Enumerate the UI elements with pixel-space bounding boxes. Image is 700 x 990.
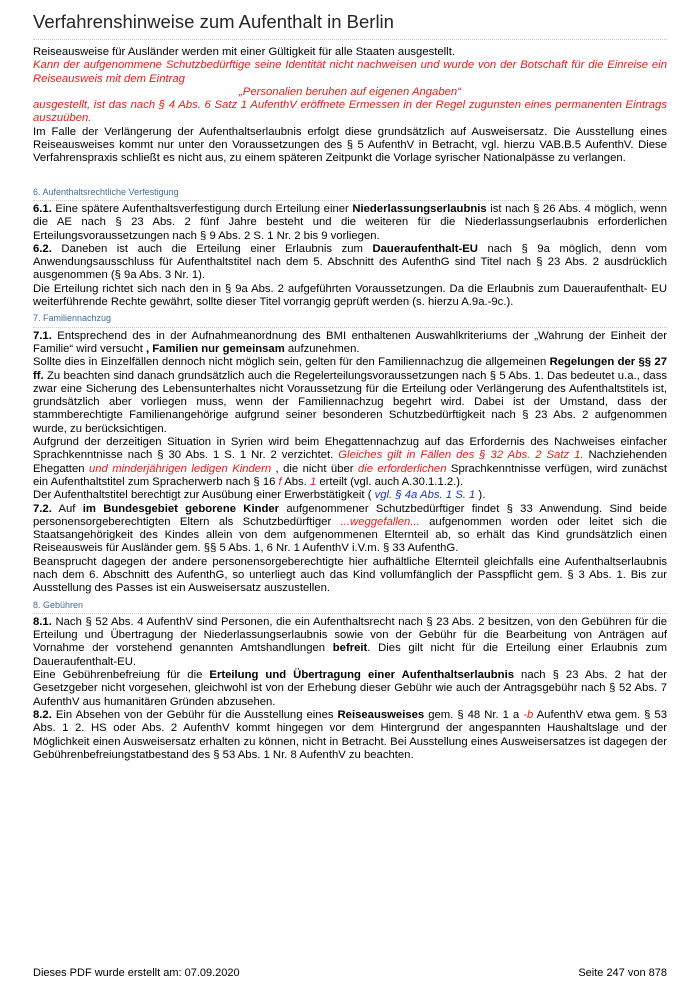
section-heading-7: 7. Familiennachzug — [33, 312, 667, 327]
document-page — [33, 0, 667, 762]
paragraph-7-1-employment: Der Aufenthaltstitel berechtigt zur Ausübung einer Erwerbstätigkeit ( vgl. § 4a Abs. 1 S. 1 ). — [33, 489, 486, 502]
paragraph-number: 7.2. — [33, 502, 52, 515]
paragraph-7-1-language: Aufgrund der derzeitigen Situation in Syrien wird beim Ehegattennachzug auf das Erfordernis des Nachweises einfacher Sprachkenntnisse nach § 30 Abs. 1 S. 1 Nr. 2 verzichtet. Gleiches gilt in Fällen des § 32 Abs. 2 Satz 1. Nachziehenden Ehegatten und minderjährigen ledigen Kindern , die nicht über die erforderlichen Sprachkenntnisse verfügen, wird zunächst ein Aufenthaltstitel zum Spracherwerb nach § 16 f Abs. 1 erteilt (vgl. auch A.30.1.1.2.). — [33, 436, 667, 488]
intro-note-continued: ausgestellt, ist das nach § 4 Abs. 6 Satz 1 AufenthV eröffnete Ermessen in der Regel zugunsten eines permanenten Eintrags auszuüben. — [33, 99, 667, 125]
paragraph-6-2: 6.2. Daneben ist auch die Erteilung einer Erlaubnis zum Daueraufenthalt-EU nach § 9a möglich, denn vom Anwendungsausschluss für Aufenthaltstitel nach dem 5. Abschnitt des AufenthG sind Titel nach § 23 Abs. 2 ausdrücklich ausgenommen (§ 9a Abs. 3 Nr. 1). — [33, 242, 667, 282]
intro-paragraph-extension: Im Falle der Verlängerung der Aufenthaltserlaubnis erfolgt diese grundsätzlich auf Ausweisersatz. Die Ausstellung eines Reiseausweises kommt nur unter den Voraussetzungen des § 5 AufenthV in Betracht, vgl. hierzu VAB.B.5 AufenthV. Diese Verfahrenspraxis schließt es nicht aus, zu einem späteren Zeitpunkt die Vorlage syrischer Nationalpässe zu verlangen. — [33, 125, 667, 165]
paragraph-8-1-continued: Eine Gebührenbefreiung für die Erteilung und Übertragung einer Aufenthaltserlaubnis nach § 23 Abs. 2 hat der Gesetzgeber nicht vorgesehen, gleichwohl ist von der Erhebung dieser Gebühr wie auch der Antragsgebühr nach § 52 Abs. 7 AufenthV aus humanitären Gründen abzusehen. — [33, 669, 667, 708]
paragraph-7-1-rules: Sollte dies in Einzelfällen dennoch nicht möglich sein, gelten für den Familiennachzug die allgemeinen Regelungen der §§ 27 ff. Zu beachten sind danach grundsätzlich auch die Regelerteilungsvoraussetzungen nach § 5 Abs. 1. Das bedeutet u.a., dass zwar eine Sicherung des Lebensunterhaltes nicht Voraussetzung für die Erteilung oder Verlängerung des Aufenthaltstitels ist, grundsätzlich aber vorliegen muss, wenn der Familiennachzug begehrt wird. Dabei ist der Umstand, dass der stammberechtigte Familienangehörige aufgrund seiner besonderen Schutzbedürftigkeit nach § 23 Abs. 2 aufgenommen wurde, zu berücksichtigen. — [33, 356, 667, 435]
paragraph-7-2-continued: Beansprucht dagegen der andere personensorgeberechtigte hier aufhältliche Elternteil gleichfalls eine Aufenthaltserlaubnis nach dem 6. Abschnitt des AufenthG, so unterliegt auch das Kind vollumfänglich der Passpflicht gem. § 3 Abs. 1. Bis zur Ausstellung des Passes ist ein Ausweisersatz auszustellen. — [33, 555, 667, 595]
paragraph-number: 6.1. — [33, 202, 52, 215]
intro-paragraph: Reiseausweise für Ausländer werden mit einer Gültigkeit für alle Staaten ausgestellt. — [33, 46, 455, 58]
footer-created-date: Dieses PDF wurde erstellt am: 07.09.2020 — [33, 967, 240, 979]
document-body — [33, 46, 667, 762]
intro-note: Kann der aufgenommene Schutzbedürftige seine Identität nicht nachweisen und wurde von der Botschaft für die Einreise ein Reiseausweis mit dem Eintrag — [33, 59, 667, 85]
paragraph-number: 7.1. — [33, 329, 52, 342]
paragraph-number: 8.2. — [33, 708, 52, 721]
footer-page-number: Seite 247 von 878 — [578, 967, 667, 979]
paragraph-number: 6.2. — [33, 242, 52, 255]
paragraph-7-1: 7.1. Entsprechend des in der Aufnahmeanordnung des BMI enthaltenen Auswahlkriteriums der „Wahrung der Einheit der Familie“ wird versucht , Familien nur gemeinsam aufzunehmen. — [33, 329, 667, 355]
paragraph-8-1: 8.1. Nach § 52 Abs. 4 AufenthV sind Personen, die ein Aufenthaltsrecht nach § 23 Abs. 2 besitzen, von den Gebühren für die Erteilung und Übertragung der Niederlassungserlaubnis sowie von der Gebühr für die Bearbeitung von Anträgen auf Vornahme der vorstehend genannten Amtshandlungen befreit. Dies gilt nicht für die Erteilung einer Erlaubnis zum Daueraufenthalt-EU. — [33, 615, 667, 668]
paragraph-6-1: 6.1. Eine spätere Aufenthaltsverfestigung durch Erteilung einer Niederlassungserlaubnis ist nach § 26 Abs. 4 möglich, wenn die AE nach § 23 Abs. 2 fünf Jahre besteht und die weiteren für die Niederlassungserlaubnis erforderlichen Erteilungsvoraussetzungen nach § 9 Abs. 2 S. 1 Nr. 2 bis 9 vorliegen. — [33, 202, 667, 242]
legal-reference-link[interactable]: vgl. § 4a Abs. 1 S. 1 — [374, 489, 476, 502]
paragraph-7-2: 7.2. Auf im Bundesgebiet geborene Kinder aufgenommener Schutzbedürftiger findet § 33 Anwendung. Sind beide personensorgeberechtigten Eltern als Schutzbedürftiger ...weggefallen... aufgenommen worden oder leitet sich die Staatsangehörigkeit des Kindes allein von dem aufgenommenen Elternteil ab, so erhält das Kind grundsätzlich einen Reiseausweis für Ausländer gem. §§ 5 Abs. 1, 6 Nr. 1 AufenthV i.V.m. § 33 AufenthG. — [33, 502, 668, 555]
page-title: Verfahrenshinweise zum Aufenthalt in Berlin — [33, 11, 667, 40]
section-heading-8: 8. Gebühren — [33, 599, 667, 614]
paragraph-8-2: 8.2. Ein Absehen von der Gebühr für die Ausstellung eines Reiseausweises gem. § 48 Nr. 1 a -b AufenthV etwa gem. § 53 Abs. 1 2. HS oder Abs. 2 AufenthV kommt hingegen vor dem Hintergrund der angespannten Haushaltslage und der Möglichkeit einen Ausweisersatz erhalten zu können, nicht in Betracht. Bei Ausstellung eines Ausweisersatzes ist dagegen der Gebührenbefreiungstatbestand des § 53 Abs. 1 Nr. 8 AufenthV zu beachten. — [33, 708, 667, 761]
paragraph-number: 8.1. — [33, 615, 52, 628]
section-heading-6: 6. Aufenthaltsrechtliche Verfestigung — [33, 186, 667, 201]
paragraph-6-2-continued: Die Erteilung richtet sich nach den in § 9a Abs. 2 aufgeführten Voraussetzungen. Da die Erlaubnis zum Daueraufenthalt- EU weiterführende Rechte gewährt, sollte dieser Titel vorrangig geprüft werden (s. hierzu A.9a.-9c.). — [33, 282, 667, 309]
intro-quote: „Personalien beruhen auf eigenen Angaben“ — [239, 85, 461, 98]
